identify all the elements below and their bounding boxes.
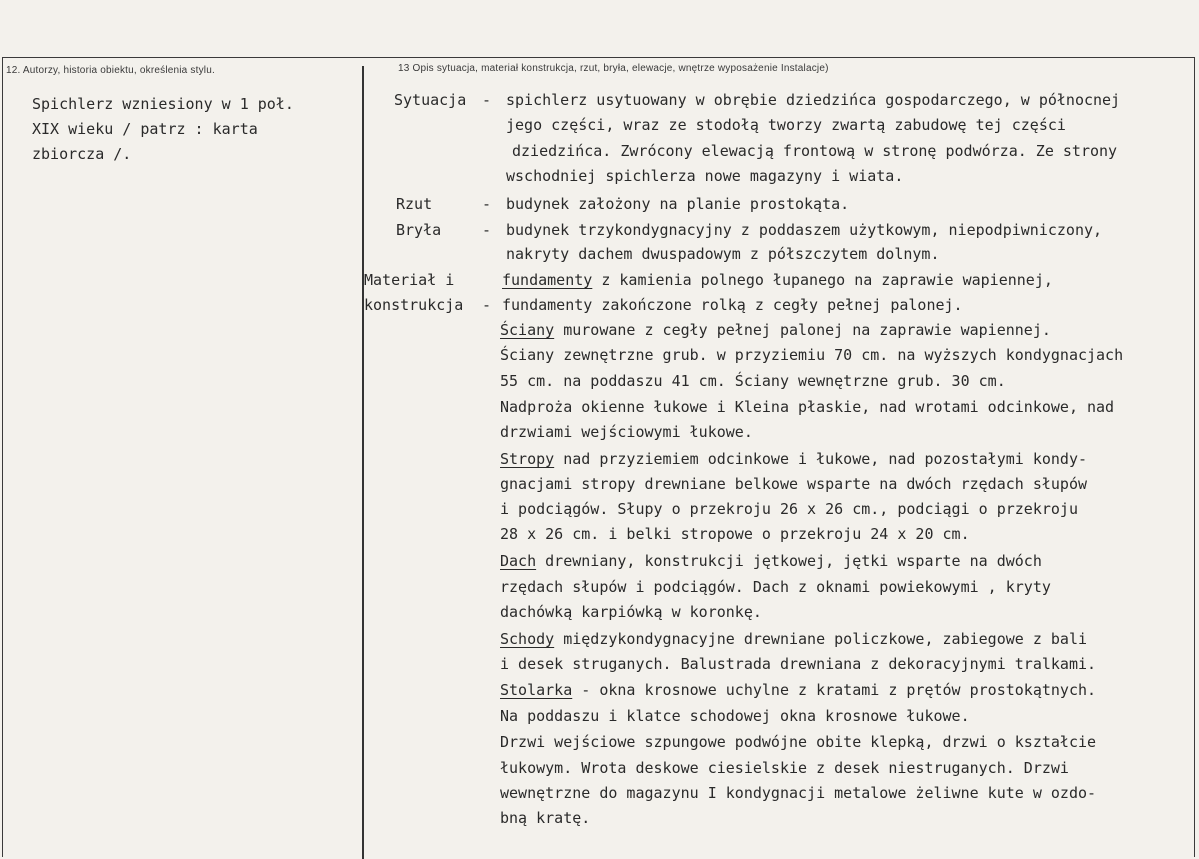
heading-schody: Schody	[500, 630, 555, 648]
text-stolarka-6: bną kratę.	[500, 809, 591, 827]
text-sciany-4: Nadproża okienne łukowe i Kleina płaskie, nad wrotami odcinkowe, nad	[500, 398, 1115, 416]
heading-stolarka: Stolarka	[500, 681, 573, 699]
text-stropy-1-rest: nad przyziemiem odcinkowe i łukowe, nad pozostałymi kondy-	[554, 450, 1088, 468]
text-stropy-4: 28 x 26 cm. i belki stropowe o przekroju 24 x 20 cm.	[500, 525, 970, 543]
heading-dach: Dach	[500, 552, 537, 570]
heading-fundamenty: fundamenty	[502, 271, 593, 289]
text-stropy-3: i podciągów. Słupy o przekroju 26 x 26 cm., podciągi o przekroju	[500, 500, 1078, 518]
text-bryla-2: nakryty dachem dwuspadowym z półszczytem dolnym.	[506, 245, 940, 263]
text-dach-1-rest: drewniany, konstrukcji jętkowej, jętki wsparte na dwóch	[536, 552, 1042, 570]
dash-rzut: -	[482, 195, 492, 213]
text-dach-3: dachówką karpiówką w koronkę.	[500, 603, 762, 621]
text-sytuacja-3: dziedzińca. Zwrócony elewacją frontową w stronę podwórza. Ze strony	[512, 142, 1118, 160]
text-stolarka-1	[500, 678, 1096, 702]
field-13-heading: 13 Opis sytuacja, materiał konstrukcja, rzut, bryła, elewacje, wnętrze wyposażenie Instalacje)	[398, 63, 829, 74]
heading-stropy: Stropy	[500, 450, 555, 468]
label-bryla: Bryła	[396, 221, 442, 239]
heading-sciany: Ściany	[500, 321, 555, 339]
text-sciany-3: 55 cm. na poddaszu 41 cm. Ściany wewnętrzne grub. 30 cm.	[500, 372, 1006, 390]
text-rzut-1: budynek założony na planie prostokąta.	[506, 195, 850, 213]
text-sciany-2: Ściany zewnętrzne grub. w przyziemiu 70 cm. na wyższych kondygnacjach	[500, 346, 1124, 364]
label-konstrukcja: konstrukcja	[364, 296, 464, 314]
label-material: Materiał i	[364, 271, 455, 289]
column-divider	[362, 66, 364, 859]
text-stolarka-4: łukowym. Wrota deskowe ciesielskie z desek niestruganych. Drzwi	[500, 759, 1069, 777]
text-stropy-1	[500, 447, 1087, 471]
text-stolarka-2: Na poddaszu i klatce schodowej okna krosnowe łukowe.	[500, 707, 970, 725]
text-fundamenty-1-rest: z kamienia polnego łupanego na zaprawie wapiennej,	[592, 271, 1053, 289]
dash-material: -	[482, 296, 492, 314]
text-fundamenty-1	[502, 268, 1053, 292]
text-stolarka-3: Drzwi wejściowe szpungowe podwójne obite klepką, drzwi o kształcie	[500, 733, 1097, 751]
text-sciany-1-rest: murowane z cegły pełnej palonej na zaprawie wapiennej.	[554, 321, 1051, 339]
text-fundamenty-2: fundamenty zakończone rolką z cegły pełnej palonej.	[502, 296, 963, 314]
text-sciany-1	[500, 318, 1051, 342]
text-sciany-5: drzwiami wejściowymi łukowe.	[500, 423, 753, 441]
field-12-heading: 12. Autorzy, historia obiektu, określenia stylu.	[6, 65, 215, 76]
text-schody-1	[500, 627, 1087, 651]
text-schody-2: i desek struganych. Balustrada drewniana z dekoracyjnymi tralkami.	[500, 655, 1097, 673]
text-stolarka-1-rest: - okna krosnowe uchylne z kratami z prętów prostokątnych.	[572, 681, 1097, 699]
text-stropy-2: gnacjami stropy drewniane belkowe wsparte na dwóch rzędach słupów	[500, 475, 1087, 493]
text-sytuacja-2: jego części, wraz ze stodołą tworzy zwartą zabudowę tej części	[506, 116, 1066, 134]
text-sytuacja-4: wschodniej spichlerza nowe magazyny i wiata.	[506, 167, 904, 185]
label-rzut: Rzut	[396, 195, 433, 213]
text-dach-2: rzędach słupów i podciągów. Dach z oknami powiekowymi , kryty	[500, 578, 1051, 596]
authors-history-note: Spichlerz wzniesiony w 1 poł. XIX wieku / patrz : karta zbiorcza /.	[32, 95, 294, 163]
text-bryla-1: budynek trzykondygnacyjny z poddaszem użytkowym, niepodpiwniczony,	[506, 221, 1103, 239]
dash-bryla: -	[482, 221, 492, 239]
text-stolarka-5: wewnętrzne do magazynu I kondygnacji metalowe żeliwne kute w ozdo-	[500, 784, 1097, 802]
text-sytuacja-1: spichlerz usytuowany w obrębie dziedzińca gospodarczego, w północnej	[506, 91, 1121, 109]
dash-sytuacja: -	[482, 91, 492, 109]
label-sytuacja: Sytuacja	[394, 91, 467, 109]
text-dach-1	[500, 549, 1042, 573]
text-schody-1-rest: międzykondygnacyjne drewniane policzkowe, zabiegowe z bali	[554, 630, 1088, 648]
